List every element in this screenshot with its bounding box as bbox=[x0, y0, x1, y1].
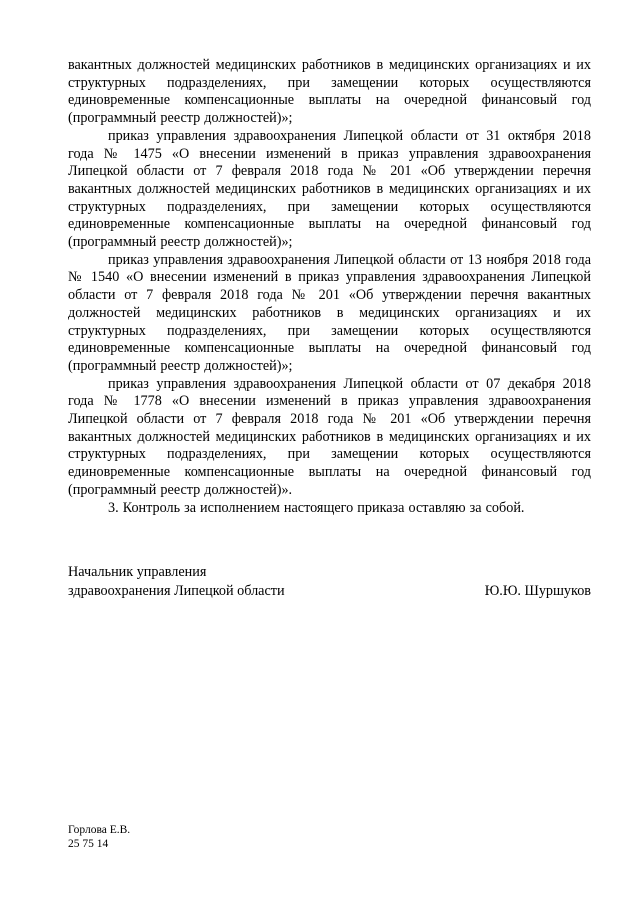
signature-position-line-1: Начальник управления bbox=[68, 564, 207, 581]
signature-position bbox=[68, 563, 285, 601]
signature-position-line-2: здравоохранения Липецкой области bbox=[68, 583, 285, 600]
executor-block bbox=[68, 824, 130, 851]
paragraph-order-1475: приказ управления здравоохранения Липецкой области от 31 октября 2018 года № 1475 «О внесении изменений в приказ управления здравоохранения Липецкой области от 7 февраля 2018 года № 201 «Об утверждении перечня вакантных должностей медицинских работников в медицинских организациях и их структурных подразделениях, при замещении которых осуществляются единовременные компенсационные выплаты на очередной финансовый год (программный реестр должностей)»; bbox=[68, 127, 591, 251]
signature-name: Ю.Ю. Шуршуков bbox=[484, 583, 591, 600]
executor-name: Горлова Е.В. bbox=[68, 824, 131, 836]
paragraph-continuation: вакантных должностей медицинских работников в медицинских организациях и их структурных подразделениях, при замещении которых осуществляются единовременные компенсационные выплаты на очередной финансовый год (программный реестр должностей)»; bbox=[68, 57, 591, 127]
executor-phone: 25 75 14 bbox=[68, 837, 109, 850]
paragraph-order-1778: приказ управления здравоохранения Липецкой области от 07 декабря 2018 года № 1778 «О внесении изменений в приказ управления здравоохранения Липецкой области от 7 февраля 2018 года № 201 «Об утверждении перечня вакантных должностей медицинских работников в медицинских организациях и их структурных подразделениях, при замещении которых осуществляются единовременные компенсационные выплаты на очередной финансовый год (программный реестр должностей)». bbox=[68, 375, 591, 498]
paragraph-control-clause: 3. Контроль за исполнением настоящего приказа оставляю за собой. bbox=[108, 499, 525, 516]
signature-block bbox=[68, 563, 591, 601]
document-page bbox=[68, 57, 591, 601]
paragraph-order-1540: приказ управления здравоохранения Липецкой области от 13 ноября 2018 года № 1540 «О внесении изменений в приказ управления здравоохранения Липецкой области от 7 февраля 2018 года № 201 «Об утверждении перечня вакантных должностей медицинских работников в медицинских организациях и их структурных подразделениях, при замещении которых осуществляются единовременные компенсационные выплаты на очередной финансовый год (программный реестр должностей)»; bbox=[68, 251, 591, 374]
